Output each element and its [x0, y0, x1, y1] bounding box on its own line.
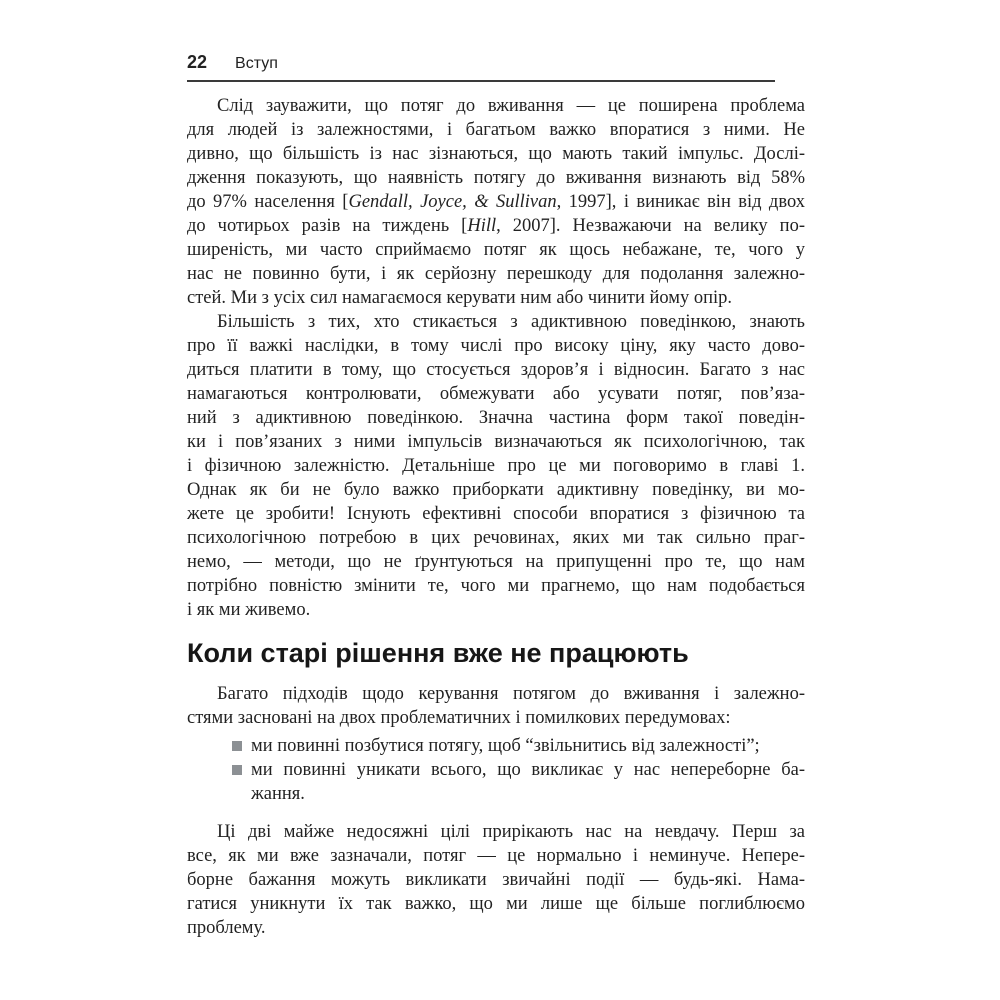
text-line: і фізичною залежністю. Детальніше про це ми поговоримо в главі 1. — [187, 456, 805, 476]
bullet-item — [187, 758, 805, 806]
page-content — [187, 94, 805, 940]
text-line: дження показують, що наявність потягу до вживання визнають від 58% — [187, 168, 805, 188]
text-line: все, як ми вже зазначали, потяг — це нормально і неминуче. Непере- — [187, 846, 805, 866]
text-line: до 97% населення [Gendall, Joyce, & Sullivan, 1997], і виникає він від двох — [187, 192, 805, 212]
paragraph — [187, 310, 805, 622]
text-line: дивно, що більшість із нас зізнаються, що мають такий імпульс. Дослі- — [187, 144, 805, 164]
book-page — [187, 52, 805, 940]
text-line: психологічною потребою в цих речовинах, яких ми так сильно праг- — [187, 528, 805, 548]
text-line: намагаються контролювати, обмежувати або усувати потяг, пов’яза- — [187, 384, 805, 404]
text-line: до чотирьох разів на тиждень [Hill, 2007]. Незважаючи на велику по- — [187, 216, 805, 236]
text-line: Більшість з тих, хто стикається з адиктивною поведінкою, знають — [217, 312, 805, 332]
section-title: Вступ — [235, 55, 278, 72]
text-line: стями засновані на двох проблематичних і помилкових передумовах: — [187, 708, 731, 728]
page-number: 22 — [187, 52, 208, 72]
paragraph — [187, 94, 805, 310]
bullet-square-icon — [232, 765, 242, 775]
bullet-item — [187, 734, 805, 758]
text-line: про її важкі наслідки, в тому числі про високу ціну, яку часто дово- — [187, 336, 805, 356]
bullet-text — [251, 758, 805, 806]
text-line: ми повинні позбутися потягу, щоб “звільнитись від залежності”; — [251, 736, 760, 756]
text-line: борне бажання можуть викликати звичайні події — будь-які. Нама- — [187, 870, 805, 890]
text-line: немо, — методи, що не ґрунтуються на припущенні про те, що нам — [187, 552, 805, 572]
paragraph — [187, 820, 805, 940]
text-line: ширеність, ми часто сприймаємо потяг як щось небажане, те, чого у — [187, 240, 805, 260]
text-line: для людей із залежностями, і багатьом важко впоратися з ними. Не — [187, 120, 805, 140]
text-line: Багато підходів щодо керування потягом до вживання і залежно- — [217, 684, 805, 704]
text-line: жете це зробити! Існують ефективні способи впоратися з фізичною та — [187, 504, 805, 524]
text-line: ки і пов’язаних з ними імпульсів визначаються як психологічною, так — [187, 432, 805, 452]
section-heading: Коли старі рішення вже не працюють — [187, 638, 689, 668]
text-line: жання. — [251, 784, 305, 804]
text-line: потрібно повністю змінити те, чого ми прагнемо, що нам подобається — [187, 576, 805, 596]
text-line: стей. Ми з усіх сил намагаємося керувати ним або чинити йому опір. — [187, 288, 733, 308]
text-line: ми повинні уникати всього, що викликає у нас непереборне ба- — [251, 760, 805, 780]
bullet-list — [187, 734, 805, 806]
running-header — [187, 52, 775, 82]
text-line: гатися уникнути їх так важко, що ми лише ще більше поглиблюємо — [187, 894, 805, 914]
text-line: і як ми живемо. — [187, 600, 311, 620]
bullet-text — [251, 734, 805, 758]
bullet-square-icon — [232, 741, 242, 751]
text-line: ний з адиктивною поведінкою. Значна частина форм такої поведін- — [187, 408, 805, 428]
text-line: проблему. — [187, 918, 266, 938]
text-line: Ці дві майже недосяжні цілі прирікають нас на невдачу. Перш за — [217, 822, 805, 842]
text-line: диться платити в тому, що стосується здоров’я і відносин. Багато з нас — [187, 360, 805, 380]
paragraph — [187, 682, 805, 730]
text-line: нас не повинно бути, і як серйозну перешкоду для подолання залежно- — [187, 264, 805, 284]
text-line: Однак як би не було важко приборкати адиктивну поведінку, ви мо- — [187, 480, 805, 500]
text-line: Слід зауважити, що потяг до вживання — це поширена проблема — [217, 96, 805, 116]
